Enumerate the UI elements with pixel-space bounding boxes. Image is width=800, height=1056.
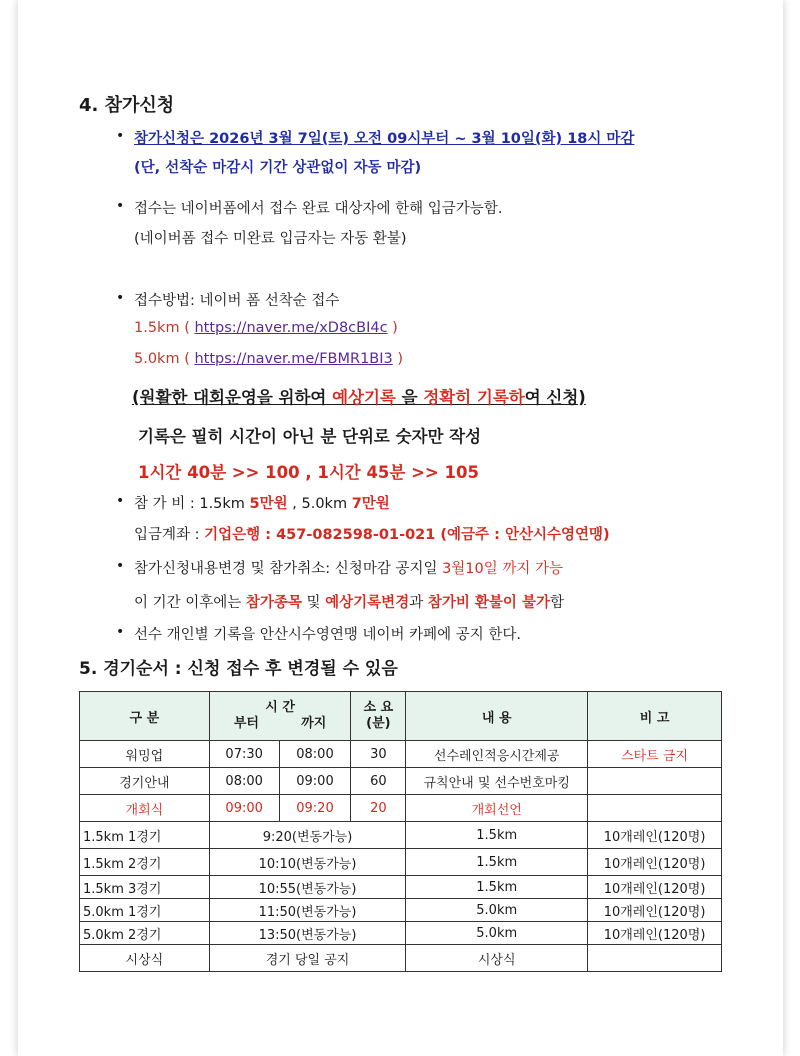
header-duration: 소 요 (분): [351, 692, 406, 741]
table-row: 개회식 09:00 09:20 20 개회선언: [80, 795, 722, 822]
record-example: 1시간 40분 >> 100 , 1시간 45분 >> 105: [138, 463, 479, 482]
payment-eligibility: 접수는 네이버폼에서 접수 완료 대상자에 한해 입금가능함.: [134, 201, 503, 217]
bank-account: 입금계좌 : 기업은행 : 457-082598-01-021 (예금주 : 안산시수영연맹): [134, 527, 610, 543]
table-row: 1.5km 1경기 9:20(변동가능) 1.5km 10개레인(120명): [80, 822, 722, 849]
naver-form-link-1-5km[interactable]: https://naver.me/xD8cBI4c: [194, 320, 388, 336]
table-row: 워밍업 07:30 08:00 30 선수레인적응시간제공 스타트 금지: [80, 741, 722, 768]
bullet-icon: •: [116, 493, 125, 509]
record-notice: 선수 개인별 기록을 안산시수영연맹 네이버 카페에 공지 한다.: [134, 627, 522, 643]
table-row: 경기안내 08:00 09:00 60 규칙안내 및 선수번호마킹: [80, 768, 722, 795]
refund-note: (네이버폼 접수 미완료 입금자는 자동 환불): [134, 231, 407, 247]
header-category: 구 분: [80, 692, 210, 741]
table-row: 1.5km 3경기 10:55(변동가능) 1.5km 10개레인(120명): [80, 876, 722, 899]
change-cancel-policy: 참가신청내용변경 및 참가취소: 신청마감 공지일 3월10일 까지 가능: [134, 561, 564, 577]
schedule-table: [79, 691, 722, 972]
bullet-icon: •: [116, 558, 125, 574]
registration-note: (단, 선착순 마감시 기간 상관없이 자동 마감): [134, 160, 422, 176]
bullet-icon: •: [116, 624, 125, 640]
bullet-icon: •: [116, 128, 125, 144]
registration-method: 접수방법: 네이버 폼 선착순 접수: [134, 293, 340, 309]
table-row: 5.0km 2경기 13:50(변동가능) 5.0km 10개레인(120명): [80, 922, 722, 945]
after-deadline-note: 이 기간 이후에는 참가종목 및 예상기록변경과 참가비 환불이 불가함: [134, 595, 564, 611]
table-row: 5.0km 1경기 11:50(변동가능) 5.0km 10개레인(120명): [80, 899, 722, 922]
table-row: 시상식 경기 당일 공지 시상식: [80, 945, 722, 972]
header-content: 내 용: [406, 692, 588, 741]
bullet-icon: •: [116, 290, 125, 306]
form-link-5km: 5.0km ( https://naver.me/FBMR1BI3 ): [134, 351, 404, 367]
table-row: 1.5km 2경기 10:10(변동가능) 1.5km 10개레인(120명): [80, 849, 722, 876]
record-rule: 기록은 필히 시간이 아닌 분 단위로 숫자만 작성: [138, 427, 482, 446]
section-5-title: 5. 경기순서 : 신청 접수 후 변경될 수 있음: [79, 659, 398, 679]
estimated-record-note: (원활한 대회운영을 위하여 예상기록 을 정확히 기록하여 신청): [132, 388, 586, 407]
table-header-row: [80, 692, 722, 741]
header-time: 시 간 부터 까지: [209, 692, 351, 741]
header-remarks: 비 고: [588, 692, 722, 741]
form-link-1-5km: 1.5km ( https://naver.me/xD8cBI4c ): [134, 320, 398, 336]
naver-form-link-5km[interactable]: https://naver.me/FBMR1BI3: [194, 351, 393, 367]
entry-fee: 참 가 비 : 1.5km 5만원 , 5.0km 7만원: [134, 496, 390, 512]
bullet-icon: •: [116, 198, 125, 214]
registration-period: 참가신청은 2026년 3월 7일(토) 오전 09시부터 ~ 3월 10일(화) 18시 마감: [134, 131, 635, 147]
section-4-title: 4. 참가신청: [79, 95, 175, 116]
